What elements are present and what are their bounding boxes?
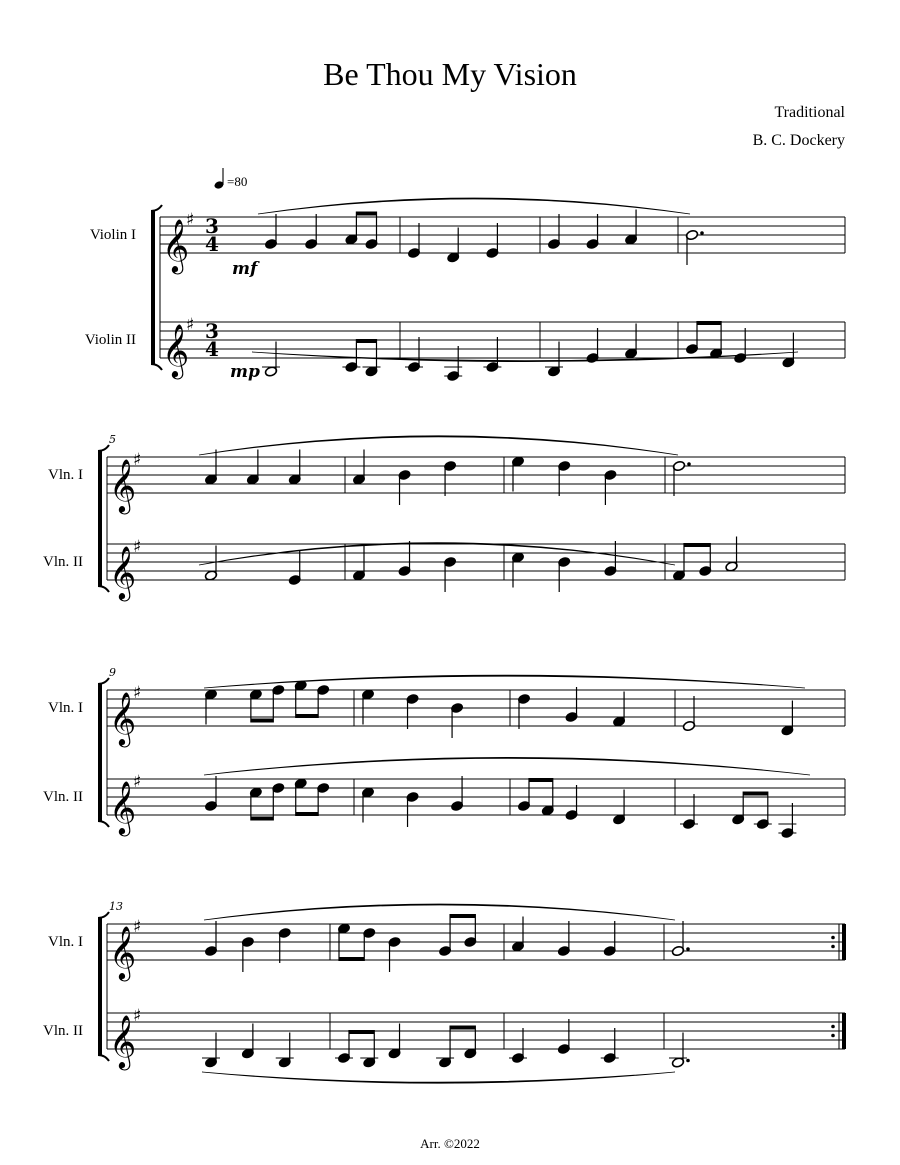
note-beam bbox=[697, 321, 721, 325]
note-beam bbox=[743, 792, 768, 796]
augmentation-dot bbox=[686, 1059, 690, 1063]
part-name-violin1: Vln. I bbox=[48, 934, 83, 950]
system-4 bbox=[43, 900, 846, 1070]
treble-clef-icon: 𝄞 bbox=[162, 218, 190, 272]
dynamic-mp: mp bbox=[230, 362, 260, 382]
treble-clef-icon: 𝄞 bbox=[109, 1014, 137, 1068]
key-signature-sharp-icon: ♯ bbox=[133, 1006, 142, 1026]
part-name-violin1: Vln. I bbox=[48, 467, 83, 483]
system-bracket-hook bbox=[98, 912, 109, 918]
repeat-dot bbox=[831, 945, 835, 949]
system-bracket bbox=[98, 918, 102, 1055]
augmentation-dot bbox=[686, 947, 690, 951]
key-signature-sharp-icon: ♯ bbox=[133, 537, 142, 557]
system-bracket-hook bbox=[98, 821, 109, 827]
system-bracket-hook bbox=[98, 1055, 109, 1061]
key-signature-sharp-icon: ♯ bbox=[133, 450, 142, 470]
key-signature-sharp-icon: ♯ bbox=[133, 917, 142, 937]
system-bracket-hook bbox=[98, 586, 109, 592]
key-signature-sharp-icon: ♯ bbox=[133, 772, 142, 792]
measure-number: 9 bbox=[109, 666, 116, 679]
treble-clef-icon: 𝄞 bbox=[109, 780, 137, 834]
composer-credit: Traditional bbox=[774, 104, 845, 121]
note-beam bbox=[296, 812, 318, 816]
slur bbox=[202, 1072, 675, 1083]
part-name-violin2: Vln. II bbox=[43, 554, 83, 570]
note-beam bbox=[684, 543, 710, 547]
treble-clef-icon: 𝄞 bbox=[109, 691, 137, 745]
slur bbox=[258, 198, 690, 214]
tempo-text: =80 bbox=[227, 174, 248, 189]
time-signature-bottom: 4 bbox=[205, 232, 219, 256]
key-signature-sharp-icon: ♯ bbox=[186, 210, 195, 230]
system-3 bbox=[43, 666, 845, 839]
slur bbox=[204, 904, 675, 920]
note-beam bbox=[349, 1030, 374, 1034]
system-bracket-hook bbox=[98, 445, 109, 451]
slur bbox=[199, 436, 678, 455]
system-1 bbox=[85, 205, 845, 382]
measure-number: 5 bbox=[109, 433, 116, 446]
treble-clef-icon: 𝄞 bbox=[162, 323, 190, 377]
part-name-violin1: Vln. I bbox=[48, 700, 83, 716]
system-2 bbox=[43, 433, 845, 601]
repeat-dot bbox=[831, 1034, 835, 1038]
part-name-violin2: Vln. II bbox=[43, 789, 83, 805]
part-name-violin1: Violin I bbox=[89, 227, 136, 243]
score-title: Be Thou My Vision bbox=[323, 56, 577, 92]
system-bracket bbox=[98, 684, 102, 821]
treble-clef-icon: 𝄞 bbox=[109, 545, 137, 599]
time-signature-bottom: 4 bbox=[205, 337, 219, 361]
tempo-marking bbox=[214, 168, 248, 190]
note-beam bbox=[450, 1026, 475, 1030]
dynamic-mf: mf bbox=[232, 259, 258, 279]
treble-clef-icon: 𝄞 bbox=[109, 925, 137, 979]
note-beam bbox=[251, 817, 273, 821]
repeat-dot bbox=[831, 1025, 835, 1029]
repeat-dot bbox=[831, 936, 835, 940]
time-signature-top: 3 bbox=[205, 319, 219, 343]
part-name-violin2: Violin II bbox=[84, 332, 136, 348]
augmentation-dot bbox=[700, 231, 704, 235]
part-name-violin2: Vln. II bbox=[43, 1023, 83, 1039]
note-beam bbox=[529, 778, 553, 782]
note-beam bbox=[356, 339, 376, 343]
treble-clef-icon: 𝄞 bbox=[109, 458, 137, 512]
note-beam bbox=[450, 914, 475, 918]
final-barline-thick bbox=[842, 1013, 846, 1049]
time-signature-top: 3 bbox=[205, 214, 219, 238]
copyright-footer: Arr. ©2022 bbox=[420, 1136, 480, 1151]
system-bracket bbox=[151, 211, 155, 364]
slur bbox=[204, 757, 810, 775]
system-bracket-hook bbox=[98, 678, 109, 684]
system-bracket-hook bbox=[151, 364, 162, 370]
measure-number: 13 bbox=[109, 900, 123, 913]
note-beam bbox=[356, 212, 376, 216]
note-beam bbox=[296, 714, 318, 718]
arranger-credit: B. C. Dockery bbox=[752, 132, 845, 149]
system-bracket-hook bbox=[151, 205, 162, 211]
slur bbox=[204, 675, 805, 688]
final-barline-thick bbox=[842, 924, 846, 960]
note-beam bbox=[251, 719, 273, 723]
note-beam bbox=[339, 957, 364, 961]
key-signature-sharp-icon: ♯ bbox=[133, 683, 142, 703]
key-signature-sharp-icon: ♯ bbox=[186, 315, 195, 335]
augmentation-dot bbox=[687, 462, 691, 466]
system-bracket bbox=[98, 451, 102, 586]
